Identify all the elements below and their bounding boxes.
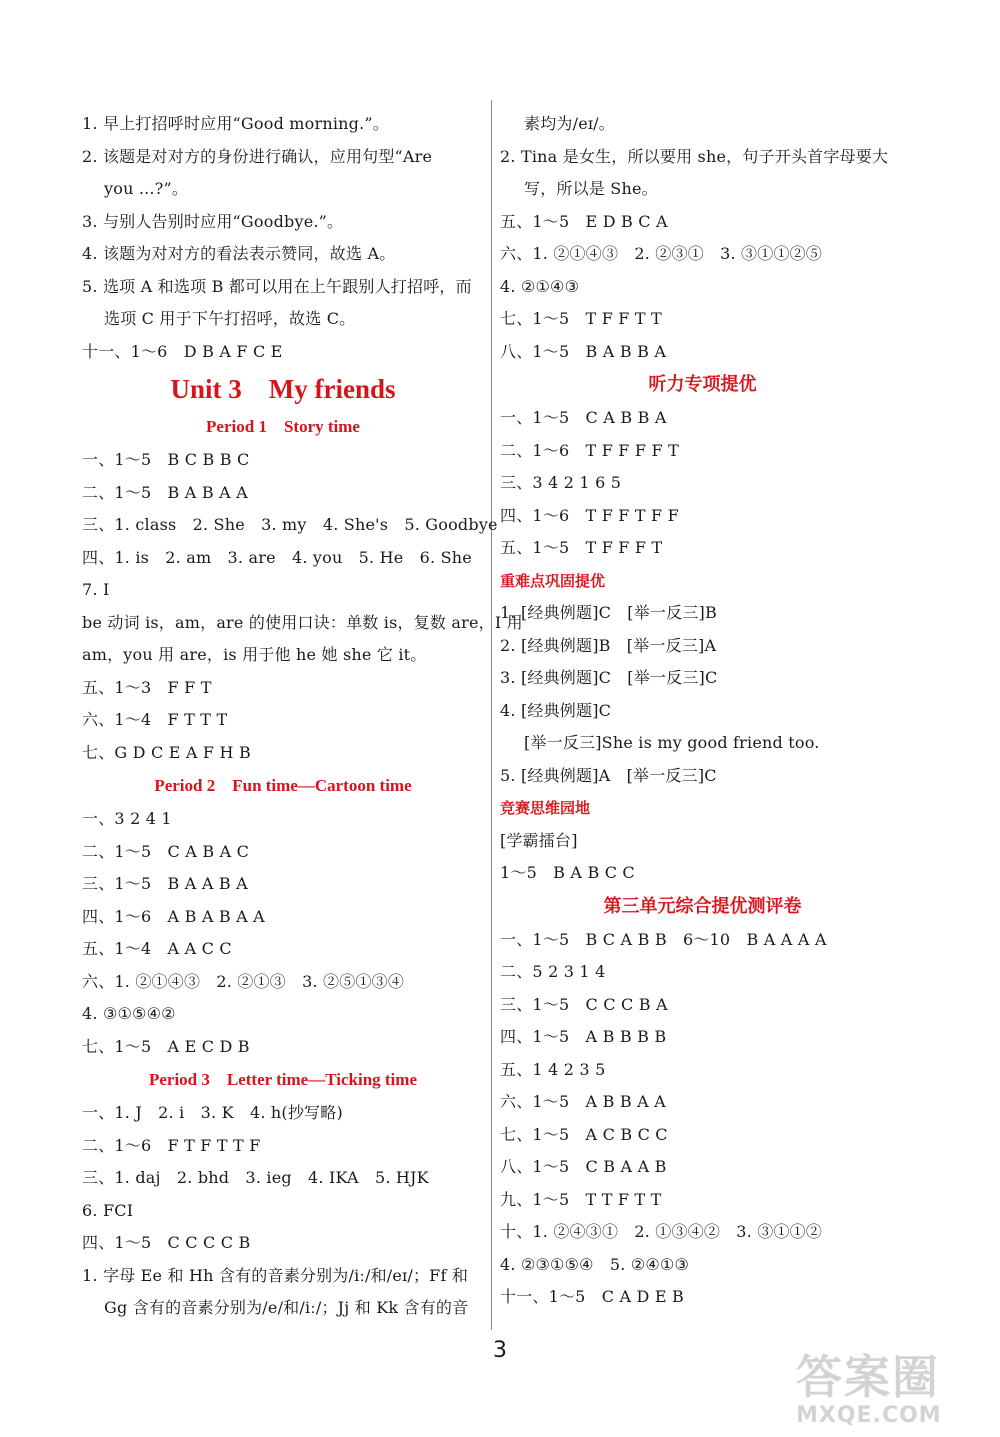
answer-line: 七、1～5 T F F T T	[500, 309, 662, 328]
answer-line: 4. ②①④③	[500, 276, 580, 296]
answer-line: 4. ③①⑤④②	[82, 1004, 176, 1023]
answer-line: 一、1～5 B C A B B 6～10 B A A A A	[500, 929, 827, 949]
key-points-section-title: 重难点巩固提优	[500, 571, 606, 590]
right-column	[500, 108, 905, 1314]
answer-line: 写，所以是 She。	[524, 179, 658, 198]
answer-line: 八、1～5 C B A A B	[500, 1157, 667, 1176]
answer-line: 三、3 4 2 1 6 5	[500, 473, 622, 492]
answer-line: 3. [经典例题]C [举一反三]C	[500, 668, 718, 687]
answer-line: 五、1～4 A A C C	[82, 939, 232, 958]
competition-section-title: 竞赛思维园地	[500, 799, 591, 817]
column-divider	[491, 100, 492, 1330]
answer-line: 五、1～3 F F T	[82, 677, 212, 697]
answer-line: 八、1～5 B A B B A	[500, 341, 667, 361]
answer-line: 二、5 2 3 1 4	[500, 962, 606, 981]
answer-line: [学霸擂台]	[500, 830, 578, 850]
answer-line: 1. 早上打招呼时应用“Good morning.”。	[82, 114, 389, 133]
answer-line: 二、1～6 T F F F F T	[500, 440, 679, 460]
answer-line: 1～5 B A B C C	[500, 863, 635, 882]
answer-line: 三、1. daj 2. bhd 3. ieg 4. IKA 5. HJK	[82, 1168, 429, 1187]
answer-line: 一、3 2 4 1	[82, 809, 172, 828]
answer-line: 一、1. J 2. i 3. K 4. h(抄写略)	[82, 1103, 343, 1122]
answer-line: 六、1～5 A B B A A	[500, 1092, 666, 1111]
answer-line: 四、1～6 T F F T F F	[500, 505, 679, 525]
answer-line: 3. 与别人告别时应用“Goodbye.”。	[82, 211, 344, 231]
left-column	[82, 108, 523, 1325]
unit-title: Unit 3 My friends	[170, 374, 396, 404]
answer-line: 六、1～4 F T T T	[82, 710, 228, 729]
answer-line: 九、1～5 T T F T T	[500, 1189, 662, 1209]
answer-line: 四、1～5 A B B B B	[500, 1027, 667, 1046]
watermark-site: MXQE.COM	[796, 1403, 942, 1428]
answer-line: 一、1～5 C A B B A	[500, 408, 667, 427]
period-2-title: Period 2 Fun time—Cartoon time	[154, 776, 412, 795]
answer-line: 6. FCI	[82, 1200, 134, 1220]
watermark	[796, 1351, 986, 1431]
answer-line: 7. I	[82, 580, 110, 599]
answer-line: 十、1. ②④③① 2. ①③④② 3. ③①①②	[500, 1222, 823, 1241]
answer-line: 六、1. ②①④③ 2. ②①③ 3. ②⑤①③④	[82, 971, 405, 991]
answer-line: 2. [经典例题]B [举一反三]A	[500, 635, 717, 655]
answer-line: 六、1. ②①④③ 2. ②③① 3. ③①①②⑤	[500, 244, 823, 263]
answer-line: Gg 含有的音素分别为/e/和/iː/；Jj 和 Kk 含有的音	[104, 1298, 469, 1317]
answer-line: 三、1～5 B A A B A	[82, 874, 248, 893]
answer-line: 三、1～5 C C C B A	[500, 994, 668, 1014]
answer-line: [举一反三]She is my good friend too.	[524, 733, 820, 752]
answer-line: 4. [经典例题]C	[500, 700, 612, 720]
answer-line: 二、1～6 F T F T T F	[82, 1135, 261, 1155]
answer-line: 1. 字母 Ee 和 Hh 含有的音素分别为/iː/和/eɪ/；Ff 和	[82, 1265, 469, 1285]
answer-line: 四、1. is 2. am 3. are 4. you 5. He 6. She	[82, 547, 472, 567]
answer-line: 七、1～5 A E C D B	[82, 1036, 250, 1056]
answer-line: be 动词 is，am，are 的使用口诀：单数 is，复数 are，I 用	[82, 612, 523, 632]
answer-line: 七、G D C E A F H B	[82, 742, 251, 762]
answer-line: you ...?”。	[104, 179, 189, 198]
answer-line: 4. 该题为对对方的看法表示赞同，故选 A。	[82, 244, 396, 263]
answer-line: 素均为/eɪ/。	[524, 114, 615, 133]
watermark-logo: 答案圈	[796, 1350, 940, 1404]
answer-line: 2. Tina 是女生，所以要用 she，句子开头首字母要大	[500, 146, 889, 166]
period-1-title: Period 1 Story time	[206, 417, 360, 436]
answer-line: 一、1～5 B C B B C	[82, 450, 250, 469]
answer-line: 5. [经典例题]A [举一反三]C	[500, 765, 717, 785]
answer-line: 1. [经典例题]C [举一反三]B	[500, 603, 717, 622]
unit-test-section-title: 第三单元综合提优测评卷	[603, 895, 802, 917]
answer-line: 三、1. class 2. She 3. my 4. She's 5. Goodbye	[82, 515, 498, 534]
answer-line: 二、1～5 C A B A C	[82, 841, 250, 861]
answer-line: 四、1～6 A B A B A A	[82, 906, 265, 926]
answer-line: 五、1～5 E D B C A	[500, 211, 668, 231]
answer-line: 5. 选项 A 和选项 B 都可以用在上午跟别人打招呼，而	[82, 276, 472, 296]
listening-section-title: 听力专项提优	[648, 374, 757, 395]
answer-line: 十一、1～5 C A D E B	[500, 1287, 684, 1306]
answer-line: 选项 C 用于下午打招呼，故选 C。	[104, 309, 356, 328]
answer-line: 4. ②③①⑤④ 5. ②④①③	[500, 1254, 689, 1274]
answer-line: 四、1～5 C C C C B	[82, 1233, 251, 1252]
answer-line: 五、1～5 T F F F T	[500, 538, 663, 557]
period-3-title: Period 3 Letter time—Ticking time	[148, 1070, 417, 1089]
answer-line: 七、1～5 A C B C C	[500, 1124, 668, 1144]
answer-line: am，you 用 are，is 用于他 he 她 she 它 it。	[82, 645, 427, 664]
answer-line: 二、1～5 B A B A A	[82, 482, 248, 502]
answer-line: 十一、1～6 D B A F C E	[82, 341, 283, 361]
answer-line: 五、1 4 2 3 5	[500, 1059, 606, 1079]
answer-line: 2. 该题是对对方的身份进行确认，应用句型“Are	[82, 146, 433, 166]
page-number: 3	[493, 1338, 507, 1363]
